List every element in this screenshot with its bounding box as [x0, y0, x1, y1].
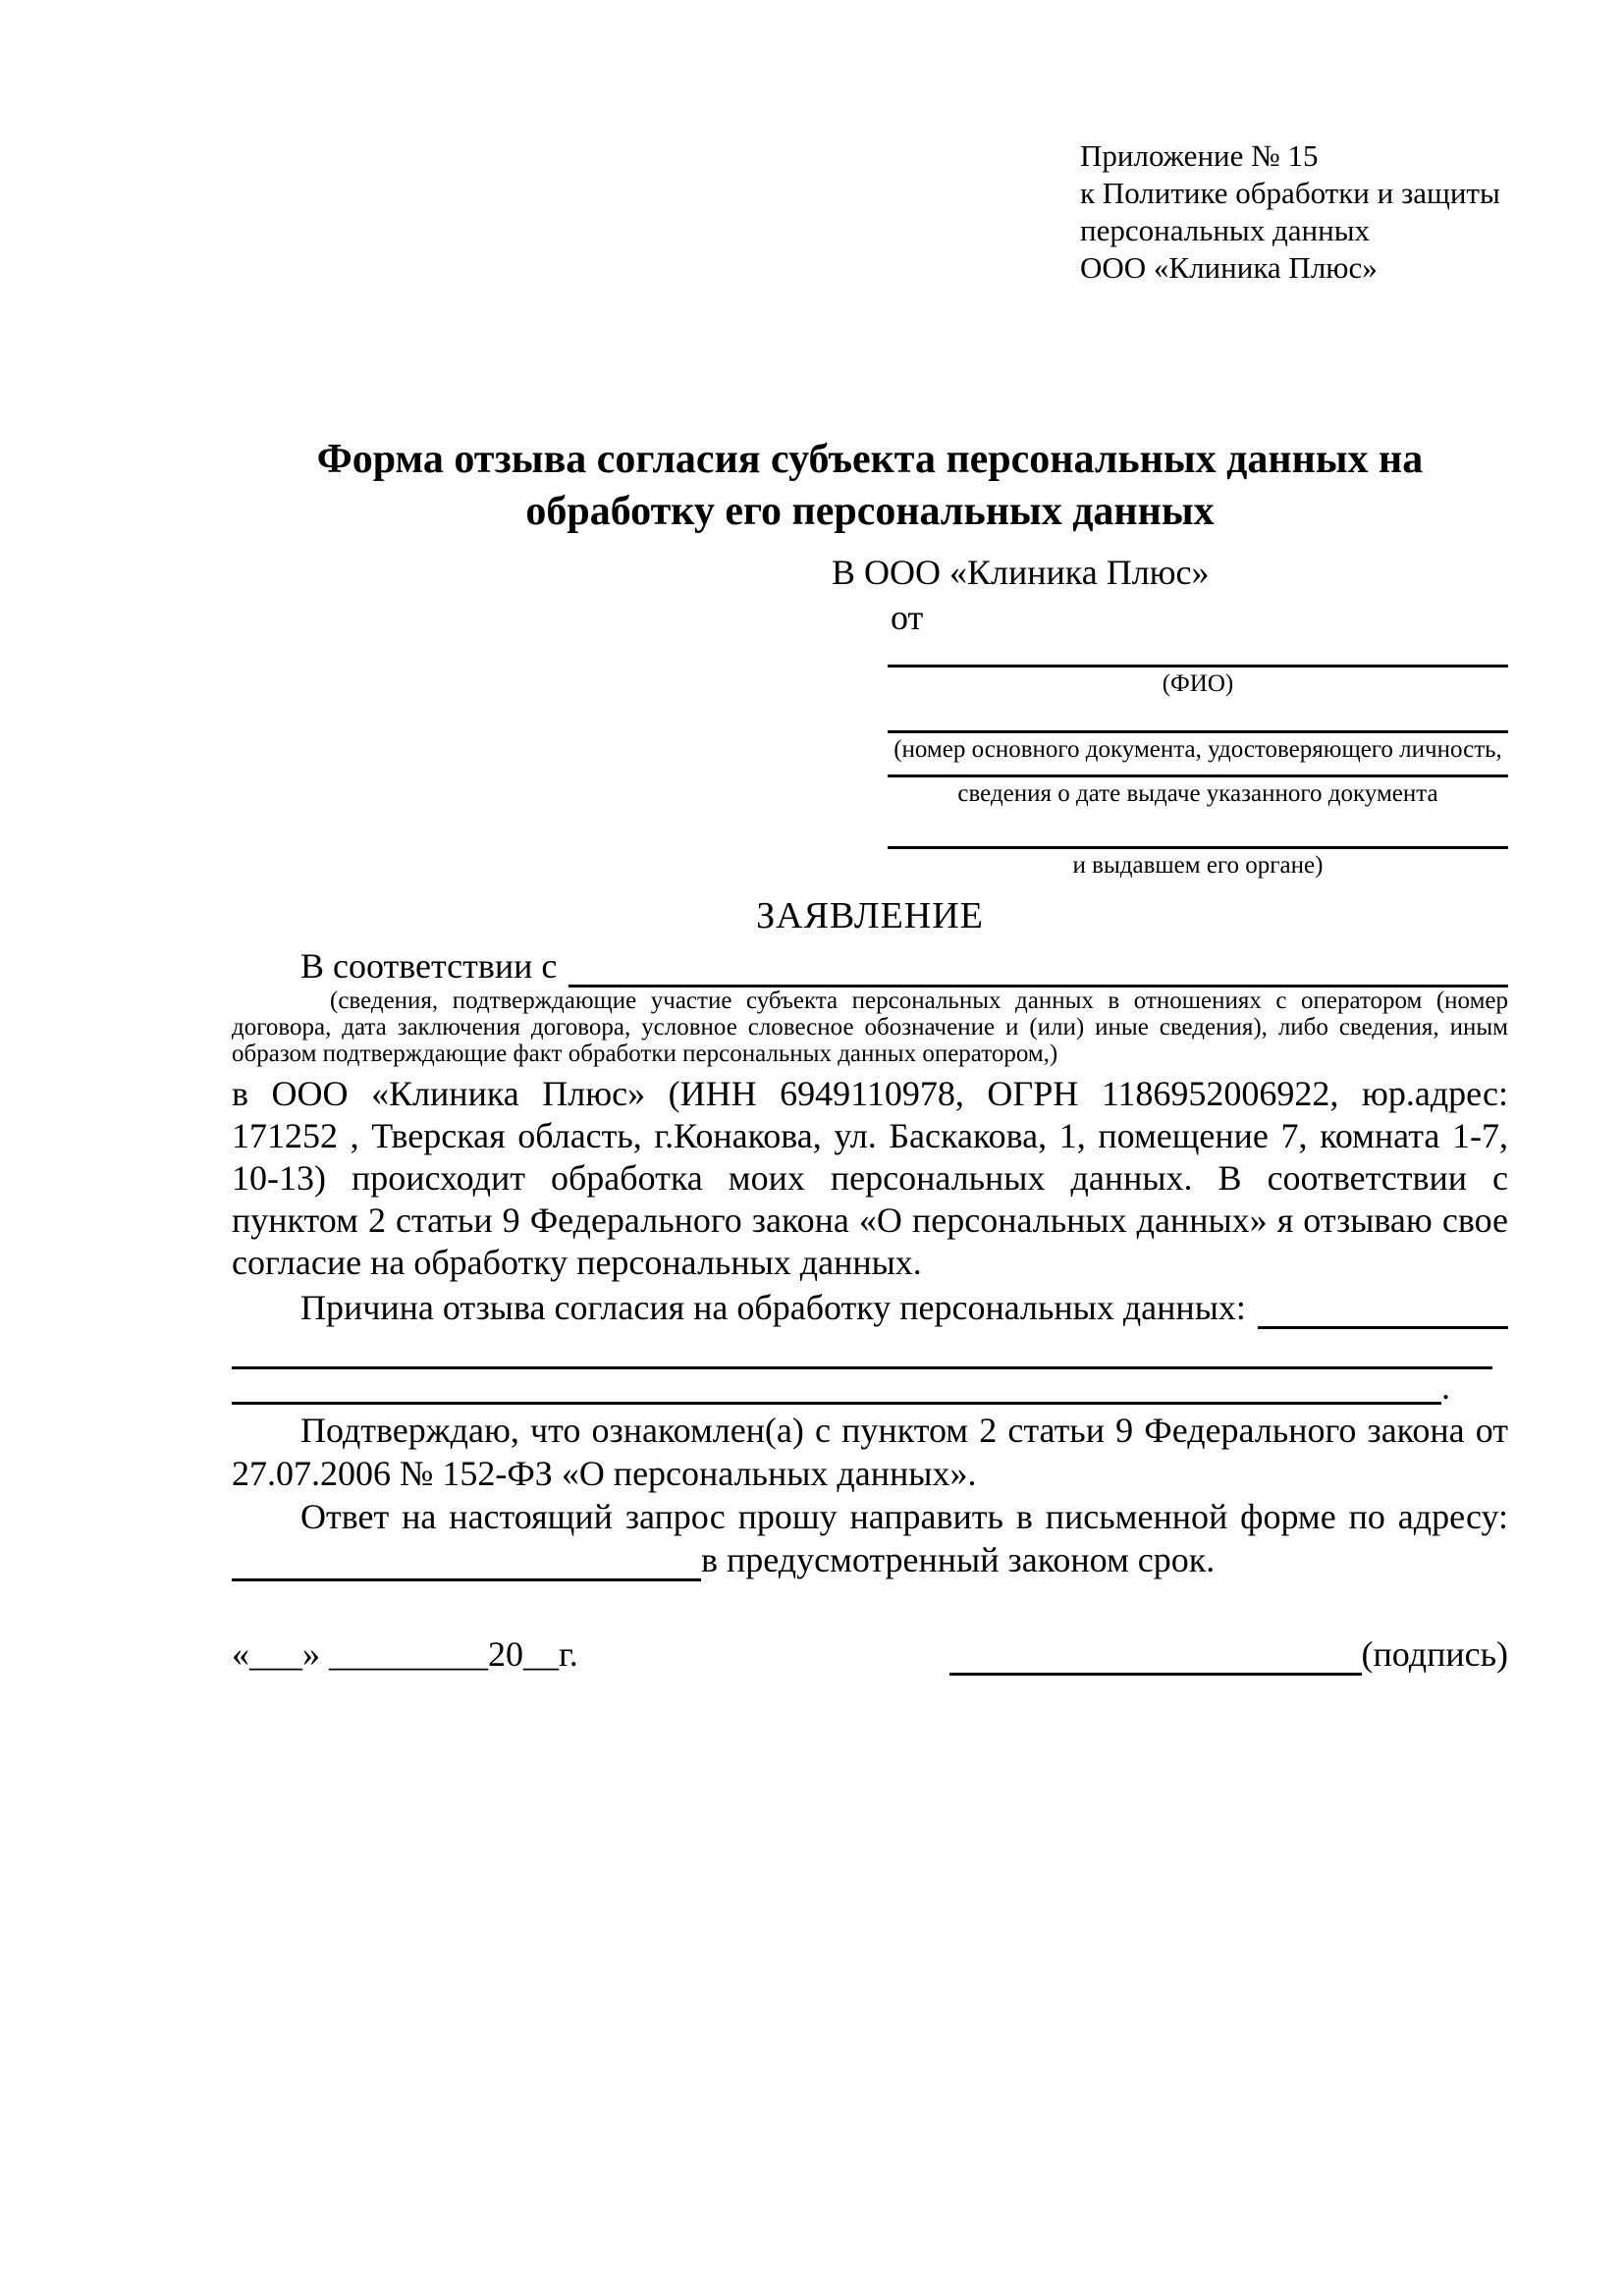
footer-row [232, 1632, 1508, 1676]
reply-request-line: Ответ на настоящий запрос прошу направить в письменной форме по адресу: [300, 1497, 1508, 1536]
reason-line [232, 1286, 1508, 1329]
reply-address-row [232, 1538, 1508, 1581]
issuing-authority-caption: и выдавшем его органе) [1072, 852, 1324, 879]
signature-caption: (подпись) [1361, 1634, 1508, 1674]
header-note-line: ООО «Клиника Плюс» [1080, 250, 1378, 285]
doc-number-blank-line [888, 698, 1508, 733]
addressee-block [232, 550, 1508, 880]
fio-blank-line [888, 640, 1508, 667]
header-note-line: к Политике обработки и защиты [1080, 176, 1500, 210]
document-title: Форма отзыва согласия субъекта персональных данных на обработку его персональных данных [316, 437, 1424, 534]
reply-address-blank-line [232, 1548, 701, 1581]
reason-blank-line [1258, 1300, 1508, 1329]
document-content [232, 137, 1508, 1676]
date-line: «___» _________20__г. [232, 1634, 578, 1674]
issuing-authority-blank-line [888, 808, 1508, 849]
issue-date-caption: сведения о дате выдаче указанного документа [957, 780, 1438, 807]
doc-number-caption: (номер основного документа, удостоверяющего личность, [893, 736, 1502, 763]
addressee-from-label: от [891, 598, 924, 637]
blank-line-terminator: . [1441, 1367, 1450, 1407]
statement-body: в ООО «Клиника Плюс» (ИНН 6949110978, ОГРН 1186952006922, юр.адрес: 171252 , Тверская область, г.Конакова, ул. Баскакова, 1, помещение 7, комната 1-7, 10-13) происходит обработка моих персональных данных. В соответствии с пунктом 2 статьи 9 Федерального закона «О персональных данных» я отзываю свое согласие на обработку персональных данных. [232, 1074, 1508, 1282]
intro-prefix: В соответствии с [300, 946, 558, 986]
header-note-line: персональных данных [1080, 213, 1371, 247]
intro-blank-line [568, 958, 1508, 988]
statement-heading: ЗАЯВЛЕНИЕ [756, 895, 984, 936]
addressee-to: В ООО «Клиника Плюс» [832, 553, 1210, 592]
intro-line [232, 944, 1508, 988]
fio-caption: (ФИО) [1162, 670, 1234, 697]
addressee-blanks [888, 640, 1508, 880]
reason-label: Причина отзыва согласия на обработку персональных данных: [300, 1288, 1246, 1327]
reason-blank-line-3 [232, 1372, 1441, 1405]
header-note-line: Приложение № 15 [1080, 138, 1319, 173]
fine-print-note: (сведения, подтверждающие участие субъекта персональных данных в отношениях с оператором (номер договора, дата заключения договора, условное словесное обозначение и (или) иные сведения), либо сведения, иным образом подтверждающие факт обработки персональных данных оператором,) [232, 988, 1508, 1067]
signature-group [949, 1632, 1508, 1676]
reason-blank-line-3-row [232, 1369, 1508, 1405]
header-note [1080, 137, 1508, 287]
signature-blank-line [949, 1646, 1362, 1676]
reply-request-suffix: в предусмотренный законом срок. [701, 1540, 1216, 1579]
confirmation-paragraph: Подтверждаю, что ознакомлен(а) с пунктом 2 статьи 9 Федерального закона от 27.07.2006 № 152-ФЗ «О персональных данных». [232, 1411, 1508, 1493]
issue-date-blank-line [888, 764, 1508, 777]
